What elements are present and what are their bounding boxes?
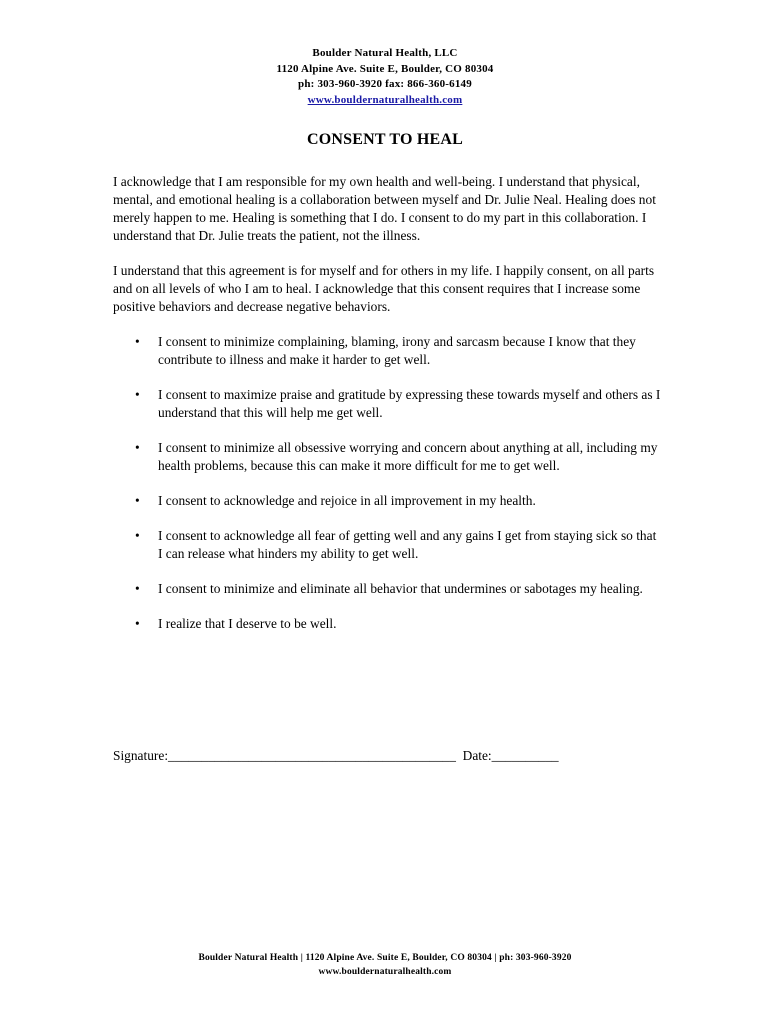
bullet-icon: •: [135, 581, 140, 596]
consent-item-text: I realize that I deserve to be well.: [158, 616, 337, 631]
bullet-icon: •: [135, 616, 140, 631]
company-name: Boulder Natural Health, LLC: [312, 47, 458, 59]
footer-contact: Boulder Natural Health | 1120 Alpine Ave. Suite E, Boulder, CO 80304 | ph: 303-960-3920: [198, 953, 572, 963]
letterhead: [0, 46, 770, 108]
signature-row: [113, 748, 559, 764]
agreement-paragraph: I understand that this agreement is for myself and for others in my life. I happily consent, on all parts and on all levels of who I am to heal. I acknowledge that this consent requires that I increase some positive behaviors and decrease negative behaviors.: [113, 263, 655, 314]
bullet-icon: •: [135, 440, 140, 455]
signature-label: Signature:: [113, 748, 169, 763]
signature-field[interactable]: ___________________________________________: [168, 748, 456, 763]
consent-item-text: I consent to acknowledge and rejoice in all improvement in my health.: [158, 493, 536, 508]
date-label: Date:: [462, 748, 492, 763]
bullet-icon: •: [135, 528, 140, 543]
consent-item-text: I consent to minimize complaining, blaming, irony and sarcasm because I know that they contribute to illness and make it harder to get well.: [158, 334, 636, 367]
consent-item-text: I consent to minimize all obsessive worrying and concern about anything at all, including my health problems, because this can make it more difficult for me to get well.: [158, 440, 658, 473]
consent-item: [113, 439, 661, 475]
page-footer: [0, 952, 770, 979]
date-field[interactable]: __________: [491, 748, 559, 763]
consent-item: [113, 386, 661, 422]
consent-item-text: I consent to maximize praise and gratitude by expressing these towards myself and others as I understand that this will help me get well.: [158, 387, 661, 420]
website-link[interactable]: www.bouldernaturalhealth.com: [307, 93, 463, 106]
company-phone-fax: ph: 303-960-3920 fax: 866-360-6149: [298, 78, 472, 90]
document-title: CONSENT TO HEAL: [307, 131, 463, 148]
intro-paragraph: I acknowledge that I am responsible for my own health and well-being. I understand that physical, mental, and emotional healing is a collaboration between myself and Dr. Julie Neal. Healing does not merely happen to me. Healing is something that I do. I consent to do my part in this collaboration. I understand that Dr. Julie treats the patient, not the illness.: [113, 174, 656, 243]
bullet-icon: •: [135, 493, 140, 508]
consent-list: [113, 333, 661, 633]
document-body: [113, 173, 661, 650]
footer-website: www.bouldernaturalhealth.com: [318, 966, 452, 977]
consent-item-text: I consent to acknowledge all fear of getting well and any gains I get from staying sick so that I can release what hinders my ability to get well.: [158, 528, 657, 561]
consent-item: [113, 527, 661, 563]
consent-item: [113, 492, 661, 510]
consent-item: [113, 333, 661, 369]
company-address: 1120 Alpine Ave. Suite E, Boulder, CO 80304: [276, 62, 494, 75]
bullet-icon: •: [135, 334, 140, 349]
bullet-icon: •: [135, 387, 140, 402]
consent-item: [113, 580, 661, 598]
consent-item-text: I consent to minimize and eliminate all behavior that undermines or sabotages my healing.: [158, 581, 643, 596]
consent-item: [113, 615, 661, 633]
